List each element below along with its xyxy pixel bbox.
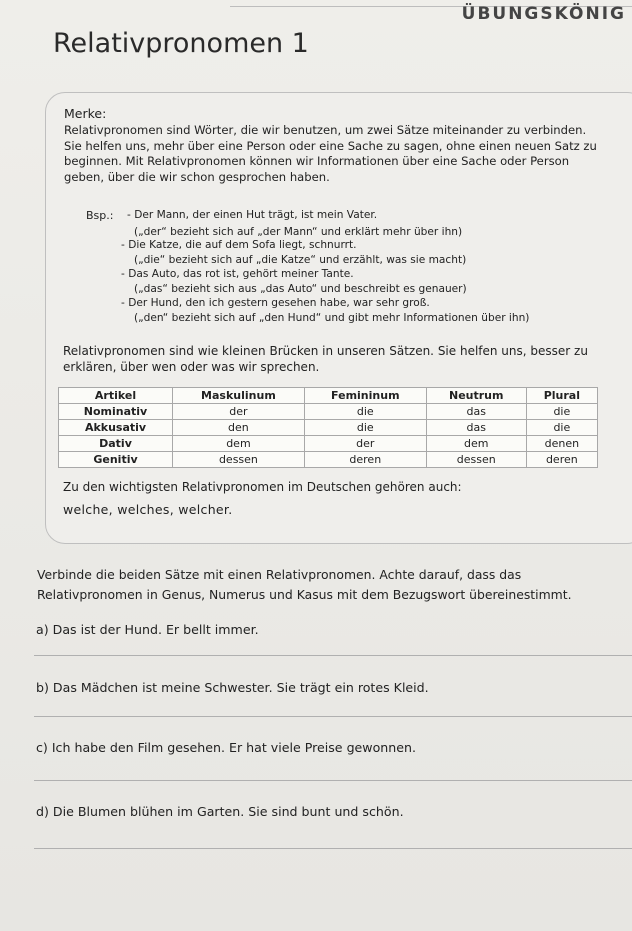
table-row <box>59 436 598 452</box>
exercise-item-a: a) Das ist der Hund. Er bellt immer. <box>36 622 259 637</box>
example-note: („der“ bezieht sich auf „der Mann“ und erklärt mehr über ihn) <box>134 226 463 238</box>
table-cell: die <box>304 404 426 420</box>
answer-line-b[interactable] <box>34 716 632 717</box>
table-cell: die <box>304 420 426 436</box>
table-cell: dessen <box>426 452 526 468</box>
example-line: - Die Katze, die auf dem Sofa liegt, schnurrt. <box>121 239 357 251</box>
case-cell: Akkusativ <box>59 420 173 436</box>
page-title: Relativpronomen 1 <box>53 28 309 59</box>
brand-logo: ÜBUNGSKÖNIG <box>461 4 626 24</box>
table-cell: der <box>304 436 426 452</box>
task-instructions: Verbinde die beiden Sätze mit einen Relativpronomen. Achte darauf, dass das Relativpronomen in Genus, Numerus und Kasus mit dem Bezugswort übereinestimmt. <box>37 567 572 602</box>
merke-summary: Relativpronomen sind wie kleinen Brücken in unseren Sätzen. Sie helfen uns, besser zu erklären, über wen oder was wir sprechen. <box>63 344 588 374</box>
case-cell: Dativ <box>59 436 173 452</box>
table-cell: dem <box>173 436 305 452</box>
merke-intro: Relativpronomen sind Wörter, die wir benutzen, um zwei Sätze miteinander zu verbinden. Sie helfen uns, mehr über eine Person oder eine Sache zu sagen, ohne einen neuen Satz zu beginnen. Mit Relativpronomen können wir Informationen über eine Sache oder Person geben, über die wir schon gesprochen haben. <box>64 123 597 184</box>
case-cell: Nominativ <box>59 404 173 420</box>
example-note: („den“ bezieht sich auf „den Hund“ und gibt mehr Informationen über ihn) <box>134 312 530 324</box>
table-row <box>59 420 598 436</box>
table-cell: dessen <box>173 452 305 468</box>
table-cell: die <box>526 404 597 420</box>
table-cell: den <box>173 420 305 436</box>
column-header: Plural <box>526 388 597 404</box>
exercise-item-c: c) Ich habe den Film gesehen. Er hat viele Preise gewonnen. <box>36 740 417 755</box>
example-note: („die“ bezieht sich auf „die Katze“ und erzählt, was sie macht) <box>134 254 467 266</box>
table-cell: das <box>426 404 526 420</box>
column-header: Maskulinum <box>173 388 305 404</box>
table-cell: deren <box>526 452 597 468</box>
example-line: - Das Auto, das rot ist, gehört meiner Tante. <box>121 268 354 280</box>
table-cell: deren <box>304 452 426 468</box>
bsp-label: Bsp.: <box>86 209 114 222</box>
table-cell: der <box>173 404 305 420</box>
table-header-row <box>59 388 598 404</box>
table-cell: die <box>526 420 597 436</box>
also-list: welche, welches, welcher. <box>63 502 233 517</box>
example-line: - Der Mann, der einen Hut trägt, ist mein Vater. <box>127 209 378 221</box>
answer-line-c[interactable] <box>34 780 632 781</box>
relativpronomen-table <box>58 387 598 468</box>
column-header: Artikel <box>59 388 173 404</box>
example-line: - Der Hund, den ich gestern gesehen habe, war sehr groß. <box>121 297 430 309</box>
also-label: Zu den wichtigsten Relativpronomen im Deutschen gehören auch: <box>63 480 462 494</box>
exercise-item-d: d) Die Blumen blühen im Garten. Sie sind bunt und schön. <box>36 804 404 819</box>
case-cell: Genitiv <box>59 452 173 468</box>
column-header: Neutrum <box>426 388 526 404</box>
example-note: („das“ bezieht sich aus „das Auto“ und beschreibt es genauer) <box>134 283 467 295</box>
merke-label: Merke: <box>64 106 107 121</box>
table-row <box>59 452 598 468</box>
table-cell: das <box>426 420 526 436</box>
table-cell: dem <box>426 436 526 452</box>
exercise-item-b: b) Das Mädchen ist meine Schwester. Sie trägt ein rotes Kleid. <box>36 680 429 695</box>
answer-line-d[interactable] <box>34 848 632 849</box>
answer-line-a[interactable] <box>34 655 632 656</box>
table-cell: denen <box>526 436 597 452</box>
column-header: Femininum <box>304 388 426 404</box>
table-row <box>59 404 598 420</box>
